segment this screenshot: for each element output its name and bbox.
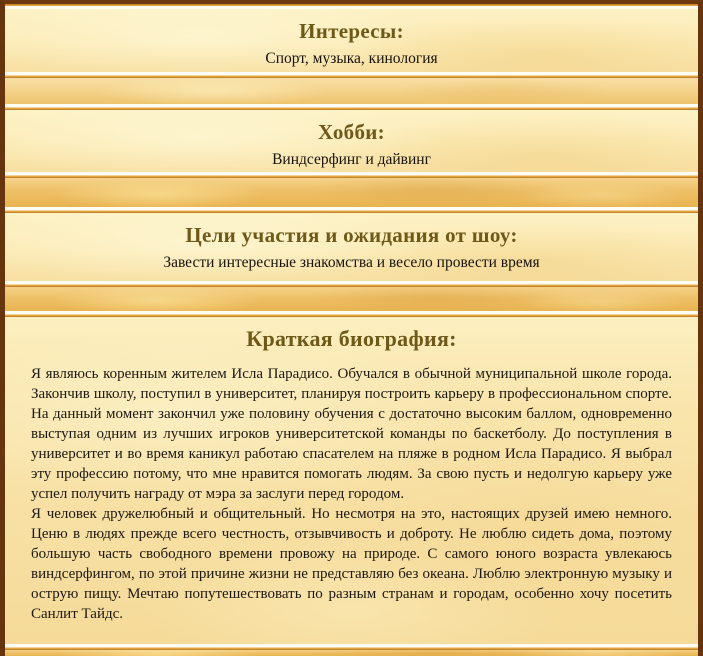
biography-paragraph: Я являюсь коренным жителем Исла Парадисо. Обучался в обычной муниципальной школе города. Закончив школу, поступил в университет, планируя построить карьеру в профессиональном спорте. На данный момент закончил уже половину обучения с достаточно высоким баллом, одновременно выступая одним из лучших игроков университетской команды по баскетболу. До поступления в университет и во время каникул работаю спасателем на пляже в родном Исла Парадисо. Я выбрал эту профессию потому, что мне нравится помогать людям. За свою пусть и недолгую карьеру уже успел получить награду от мэра за заслуги перед городом. — [31, 366, 672, 503]
spacer-band — [5, 650, 698, 656]
spacer-band — [5, 78, 698, 104]
spacer-band — [5, 178, 698, 207]
interests-value: Спорт, музыка, кинология — [265, 50, 438, 68]
spacer-band — [5, 287, 698, 311]
biography-paragraph: Я человек дружелюбный и общительный. Но несмотря на это, настоящих друзей имею немного. Ценю в людях прежде всего честность, отзывчивость и доброту. Не люблю сидеть дома, поэтому большую часть свободного времени провожу на природе. С самого юного возраста увлекаюсь виндсерфингом, по этой причине жизни не представляю без океана. Люблю электронную музыку и острую пищу. Мечтаю попутешествовать по разным странам и городам, особенно хочу посетить Санлит Тайдс. — [31, 506, 672, 623]
biography-title: Краткая биография: — [246, 326, 457, 351]
goals-value: Завести интересные знакомства и весело провести время — [163, 254, 540, 272]
hobbies-title: Хобби: — [318, 120, 385, 144]
section-hobbies — [5, 110, 698, 172]
goals-title: Цели участия и ожидания от шоу: — [185, 223, 518, 247]
biography-text — [5, 364, 698, 624]
section-biography — [5, 317, 698, 644]
interests-title: Интересы: — [299, 19, 404, 43]
hobbies-value: Виндсерфинг и дайвинг — [272, 151, 431, 169]
section-goals — [5, 213, 698, 281]
section-interests — [5, 9, 698, 72]
